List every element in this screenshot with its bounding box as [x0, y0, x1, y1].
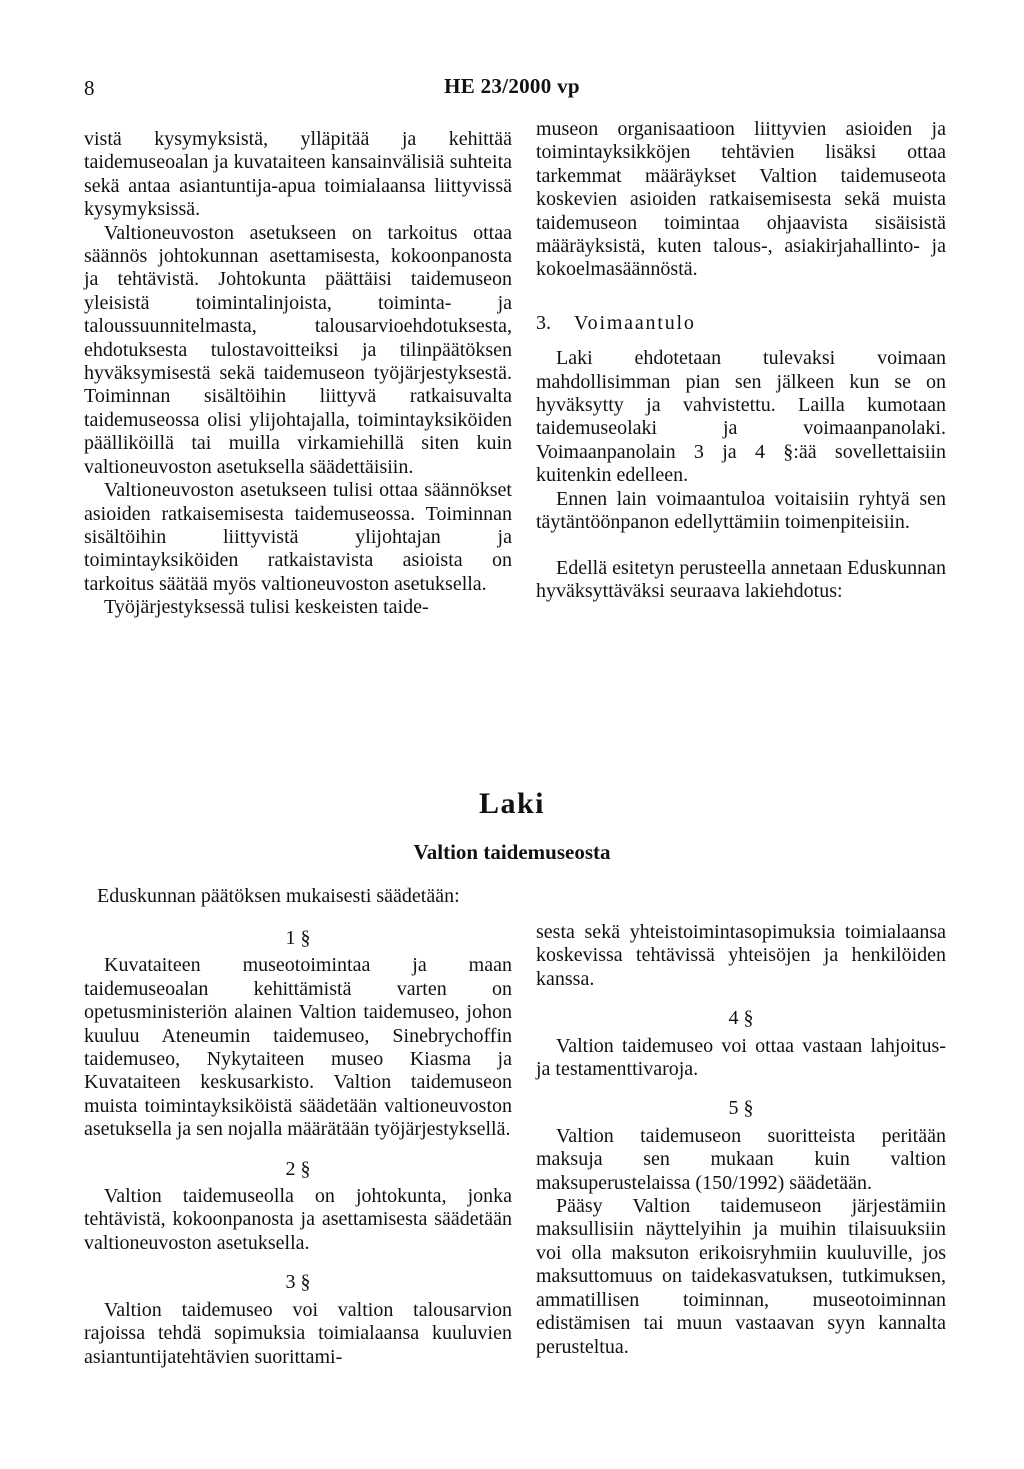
- section-3-heading: 3 §: [285, 1271, 311, 1294]
- law-paragraph: Pääsy Valtion taidemuseon järjestämiin maksullisiin näyttelyihin ja muihin tilaisuuksiin voi olla maksuton erikoisryhmiin kuuluville, jos maksuttomuus on taidekasvatuksen, tutkimuksen, ammatillisen toiminnan, museotoiminnan edistämisen tai muun vastaavan syyn kannalta perusteltua.: [536, 1195, 946, 1358]
- right-column: [536, 118, 946, 603]
- enacting-clause: Eduskunnan päätöksen mukaisesti säädetään:: [97, 885, 460, 907]
- law-left-column: [84, 927, 512, 1369]
- body-paragraph: Valtioneuvoston asetukseen on tarkoitus ottaa säännös johtokunnan asettamisesta, kokoonpanosta ja tehtävistä. Johtokunta päättäisi taidemuseon yleisistä toimintalinjoista, toiminta- ja taloussuunnitelmasta, talousarvioehdotuksesta, ehdotuksesta tulostavoitteiksi ja tilinpäätöksen hyväksymisestä sekä taidemuseon työjärjestyksestä. Toiminnan sisältöihin liittyvä ratkaisuvalta taidemuseossa olisi ylijohtajalla, toimintayksiköiden päälliköillä tai muilla virkamiehillä siten kuin valtioneuvoston asetuksella säädettäisiin.: [84, 221, 512, 478]
- section-5-heading: 5 §: [728, 1097, 754, 1120]
- page-number: 8: [84, 76, 95, 100]
- law-paragraph: Valtion taidemuseo voi valtion talousarvion rajoissa tehdä sopimuksia toimialaansa kuuluvien asiantuntijatehtävien suorittami-: [84, 1298, 512, 1368]
- law-paragraph: Valtion taidemuseo voi ottaa vastaan lahjoitus- ja testamenttivaroja.: [536, 1034, 946, 1081]
- body-paragraph: Edellä esitetyn perusteella annetaan Eduskunnan hyväksyttäväksi seuraava lakiehdotus:: [536, 556, 946, 602]
- section-title: Voimaantulo: [574, 311, 696, 334]
- law-title: Laki: [478, 787, 546, 820]
- law-right-column: [536, 921, 946, 1359]
- body-paragraph: Ennen lain voimaantuloa voitaisiin ryhtyä sen täytäntöönpanon edellyttämiin toimenpiteisiin.: [536, 487, 946, 534]
- section-2-heading: 2 §: [285, 1157, 311, 1180]
- section-number: 3.: [536, 311, 551, 334]
- section-1-heading: 1 §: [285, 927, 311, 949]
- body-paragraph: Valtioneuvoston asetukseen tulisi ottaa säännökset asioiden ratkaisemisesta taidemuseossa. Toiminnan sisältöihin liittyvistä ylijohtajan ja toimintayksiköiden ratkaistavista asioista on tarkoitus säätää myös valtioneuvoston asetuksella.: [84, 479, 512, 595]
- law-paragraph: Valtion taidemuseon suoritteista peritään maksuja sen mukaan kuin valtion maksuperustelaissa (150/1992) säädetään.: [536, 1124, 946, 1194]
- section-4-heading: 4 §: [728, 1007, 754, 1030]
- body-paragraph: Työjärjestyksessä tulisi keskeisten taide-: [104, 596, 429, 619]
- law-paragraph: Valtion taidemuseolla on johtokunta, jonka tehtävistä, kokoonpanosta ja asettamisesta säädetään valtioneuvoston asetuksella.: [84, 1185, 512, 1254]
- left-column: [84, 128, 512, 620]
- law-subtitle: Valtion taidemuseosta: [413, 840, 611, 864]
- section-heading: [536, 312, 946, 335]
- law-paragraph: Kuvataiteen museotoimintaa ja maan taidemuseoalan kehittämistä varten on opetusministeriön alainen Valtion taidemuseo, johon kuuluu Ateneumin taidemuseo, Sinebrychoffin taidemuseo, Nykytaiteen museo Kiasma ja Kuvataiteen keskusarkisto. Valtion taidemuseon muista toimintayksiköistä säädetään valtioneuvoston asetuksella ja sen nojalla määrätään työjärjestyksellä.: [84, 954, 512, 1141]
- body-paragraph: museon organisaatioon liittyvien asioiden ja toimintayksikköjen tehtävien lisäksi ottaa tarkemmat määräykset Valtion taidemuseota koskevien asioiden ratkaisemisesta sekä muista taidemuseon toimintaa ohjaavista sisäisistä määräyksistä, kuten talous-, asiakirjahallinto- ja kokoelmasäännöstä.: [536, 118, 946, 281]
- body-paragraph: Laki ehdotetaan tulevaksi voimaan mahdollisimman pian sen jälkeen kun se on hyväksytty ja vahvistettu. Lailla kumotaan taidemuseolaki ja voimaanpanolaki. Voimaanpanolain 3 ja 4 §:ää sovellettaisiin kuitenkin edelleen.: [536, 347, 946, 487]
- running-head: HE 23/2000 vp: [444, 74, 580, 98]
- law-paragraph: sesta sekä yhteistoimintasopimuksia toimialaansa koskevissa tehtävissä yhteisöjen ja henkilöiden kanssa.: [536, 921, 946, 990]
- body-paragraph: vistä kysymyksistä, ylläpitää ja kehittää taidemuseoalan ja kuvataiteen kansainvälisiä suhteita sekä antaa asiantuntija-apua toimialaansa liittyvissä kysymyksissä.: [84, 128, 512, 221]
